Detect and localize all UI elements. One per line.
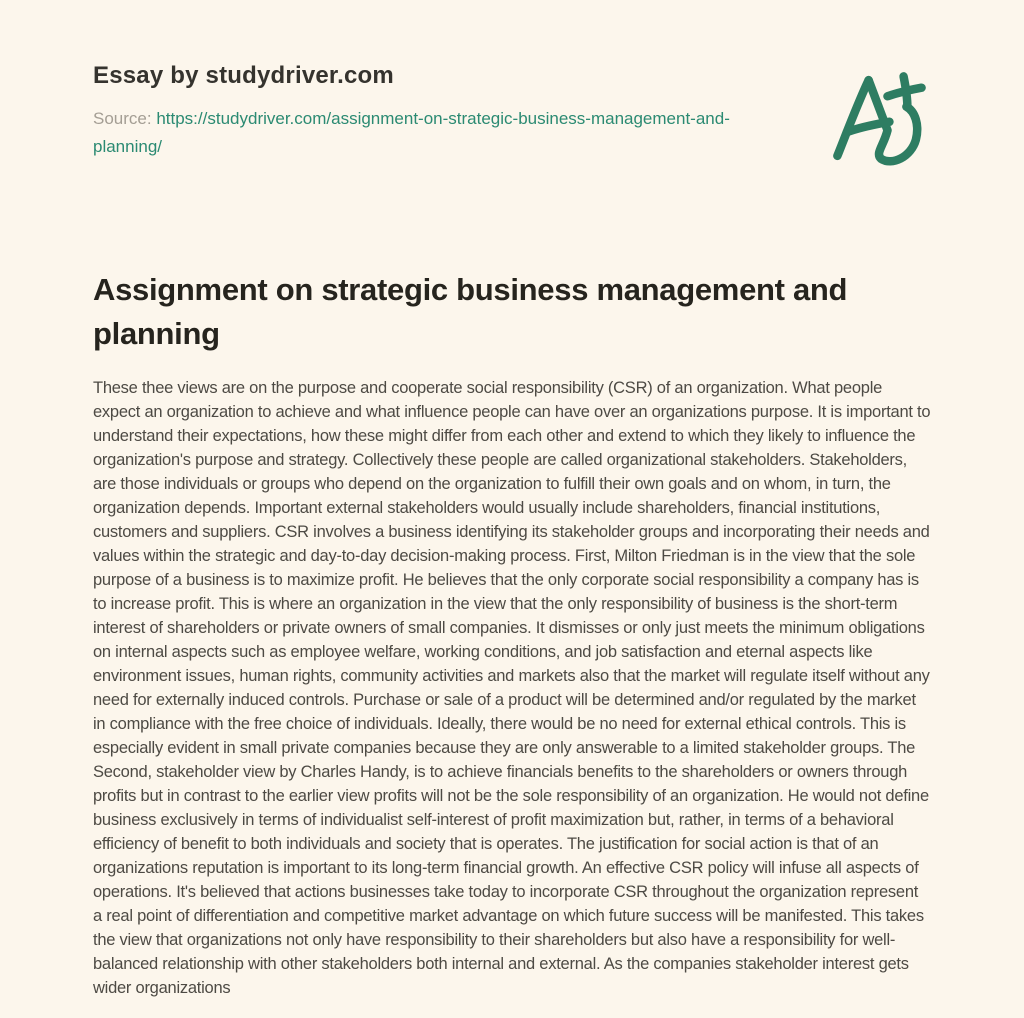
article-body-text: These thee views are on the purpose and cooperate social responsibility (CSR) of an organization. What people expect an organization to achieve and what influence people can have over an organizations purpose. It is important to understand their expectations, how these might differ from each other and extend to which they likely to influence the organization's purpose and strategy. Collectively these people are called organizational stakeholders. Stakeholders, are those individuals or groups who depend on the organization to fulfill their own goals and on whom, in turn, the organization depends. Important external stakeholders would usually include shareholders, financial institutions, customers and suppliers. CSR involves a business identifying its stakeholder groups and incorporating their needs and values within the strategic and day-to-day decision-making process. First, Milton Friedman is in the view that the sole purpose of a business is to maximize profit. He believes that the only corporate social responsibility a company has is to increase profit. This is where an organization in the view that the only responsibility of business is the short-term interest of shareholders or private owners of small companies. It dismisses or only just meets the minimum obligations on internal aspects such as employee welfare, working conditions, and job satisfaction and eternal aspects like environment issues, human rights, community activities and markets also that the market will regulate itself without any need for externally induced controls. Purchase or sale of a product will be determined and/or regulated by the market in compliance with the free choice of individuals. Ideally, there would be no need for external ethical controls. This is especially evident in small private companies because they are only answerable to a limited stakeholder groups. The Second, stakeholder view by Charles Handy, is to achieve financials benefits to the shareholders or owners through profits but in contrast to the earlier view profits will not be the sole responsibility of an organization. He would not define business exclusively in terms of individualist self-interest of profit maximization but, rather, in terms of a behavioral efficiency of benefit to both individuals and society that is operates. The justification for social action is that of an organizations reputation is important to its long-term financial growth. An effective CSR policy will infuse all aspects of operations. It's believed that actions businesses take today to incorporate CSR throughout the organization represent a real point of differentiation and competitive market advantage on which future success will be manifested. This takes the view that organizations not only have responsibility to their shareholders but also have a responsibility for well-balanced relationship with other stakeholders both internal and external. As the companies stakeholder interest gets wider organizations [93,379,931,997]
source-line [93,105,798,161]
header-text-block [93,62,798,161]
studydriver-a-plus-logo-icon [827,66,931,170]
logo-strokes [837,76,921,161]
source-label: Source: [93,109,152,128]
source-url-link[interactable]: https://studydriver.com/assignment-on-strategic-business-management-and-planning/ [93,109,730,156]
content-container [93,0,931,1000]
document-header [93,62,931,170]
article-title: Assignment on strategic business management and planning [93,272,848,351]
essay-by-heading: Essay by studydriver.com [93,62,394,89]
